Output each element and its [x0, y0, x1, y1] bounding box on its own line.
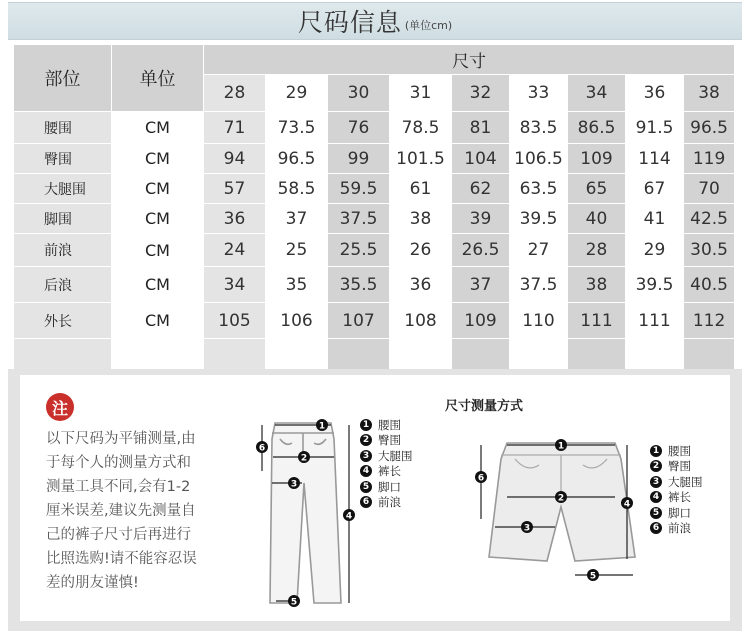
table-cell: 65	[568, 174, 626, 204]
pants-marker-4	[343, 509, 355, 522]
table-cell: 38	[390, 204, 452, 234]
table-cell: 39	[452, 204, 510, 234]
table-cell: 112	[684, 303, 735, 339]
table-cell: 38	[568, 267, 626, 303]
note-line: 测量工具不同,会有1-2	[46, 479, 191, 495]
table-cell: 78.5	[390, 112, 452, 144]
table-cell: 91.5	[626, 112, 684, 144]
table-cell: 62	[452, 174, 510, 204]
table-cell: 111	[626, 303, 684, 339]
number-icon: 3	[650, 476, 662, 488]
row-unit: CM	[112, 303, 204, 339]
table-cell: 57	[204, 174, 266, 204]
table-cell: 106.5	[510, 144, 568, 174]
header-size: 尺寸	[204, 45, 735, 75]
number-icon: 4	[360, 465, 372, 477]
measure-title: 尺寸测量方式	[445, 399, 524, 414]
svg-text:4: 4	[623, 499, 631, 510]
table-cell: 30.5	[684, 234, 735, 267]
table-row	[14, 204, 735, 234]
row-label: 后浪	[14, 267, 112, 303]
table-cell: 109	[452, 303, 510, 339]
row-unit: CM	[112, 174, 204, 204]
legend-label: 大腿围	[378, 448, 413, 463]
legend-label: 大腿围	[668, 474, 703, 489]
number-icon: 3	[360, 450, 372, 462]
empty-cell	[328, 339, 390, 373]
table-cell: 106	[266, 303, 328, 339]
pants-diagram	[242, 413, 372, 615]
table-cell: 109	[568, 144, 626, 174]
table-cell: 36	[390, 267, 452, 303]
table-cell: 76	[328, 112, 390, 144]
table-cell: 37.5	[510, 267, 568, 303]
row-label: 外长	[14, 303, 112, 339]
note-line: 比照选购!请不能容忍误	[46, 551, 197, 567]
number-icon: 4	[650, 491, 662, 503]
svg-text:4: 4	[345, 511, 353, 522]
table-cell: 83.5	[510, 112, 568, 144]
empty-cell	[266, 339, 328, 373]
size-header-cell: 36	[626, 75, 684, 112]
legend-item	[360, 464, 413, 480]
legend-label: 裤长	[668, 490, 691, 505]
table-cell: 110	[510, 303, 568, 339]
table-cell: 86.5	[568, 112, 626, 144]
page-title-unit: (单位cm)	[404, 19, 453, 32]
svg-text:1: 1	[318, 421, 326, 432]
table-cell: 29	[626, 234, 684, 267]
table-row	[14, 267, 735, 303]
legend-label: 前浪	[378, 495, 401, 510]
table-cell: 35	[266, 267, 328, 303]
row-label: 前浪	[14, 234, 112, 267]
number-icon: 5	[360, 481, 372, 493]
number-icon: 1	[650, 445, 662, 457]
shorts-legend	[650, 443, 703, 536]
legend-label: 臀围	[668, 459, 691, 474]
svg-text:5: 5	[589, 571, 597, 582]
page-title: 尺码信息	[297, 8, 402, 37]
size-header-cell: 34	[568, 75, 626, 112]
table-cell: 114	[626, 144, 684, 174]
table-cell: 24	[204, 234, 266, 267]
table-cell: 26.5	[452, 234, 510, 267]
legend-item	[650, 474, 703, 490]
size-header-cell: 32	[452, 75, 510, 112]
empty-cell	[390, 339, 452, 373]
table-cell: 61	[390, 174, 452, 204]
size-header-cell: 29	[266, 75, 328, 112]
table-cell: 108	[390, 303, 452, 339]
table-row	[14, 303, 735, 339]
table-cell: 59.5	[328, 174, 390, 204]
svg-text:3: 3	[523, 523, 531, 534]
legend-item	[360, 448, 413, 464]
note-line: 于每个人的测量方式和	[46, 455, 191, 471]
table-cell: 25	[266, 234, 328, 267]
table-cell: 42.5	[684, 204, 735, 234]
table-cell: 70	[684, 174, 735, 204]
size-header-cell: 38	[684, 75, 735, 112]
table-cell: 101.5	[390, 144, 452, 174]
table-cell: 73.5	[266, 112, 328, 144]
table-cell: 111	[568, 303, 626, 339]
table-cell: 36	[204, 204, 266, 234]
size-header-cell: 30	[328, 75, 390, 112]
shorts-marker-6	[475, 471, 487, 484]
legend-label: 腰围	[378, 417, 401, 432]
table-cell: 25.5	[328, 234, 390, 267]
table-cell: 105	[204, 303, 266, 339]
note-line: 差的朋友谨慎!	[46, 575, 139, 591]
shorts-diagram	[475, 429, 645, 589]
legend-item	[360, 417, 413, 433]
empty-cell	[452, 339, 510, 373]
note-line: 己的裤子尺寸后再进行	[46, 527, 191, 543]
row-unit: CM	[112, 144, 204, 174]
table-cell: 26	[390, 234, 452, 267]
table-cell: 104	[452, 144, 510, 174]
svg-text:2: 2	[557, 493, 565, 504]
table-cell: 37	[452, 267, 510, 303]
table-cell: 99	[328, 144, 390, 174]
row-unit: CM	[112, 112, 204, 144]
table-row	[14, 112, 735, 144]
table-row	[14, 174, 735, 204]
note-line: 以下尺码为平铺测量,由	[46, 431, 196, 447]
legend-label: 臀围	[378, 433, 401, 448]
row-unit: CM	[112, 204, 204, 234]
size-header-cell: 31	[390, 75, 452, 112]
empty-cell	[568, 339, 626, 373]
empty-cell	[14, 339, 112, 373]
note-line: 厘米误差,建议先测量自	[46, 503, 196, 519]
empty-cell	[112, 339, 204, 373]
number-icon: 1	[360, 419, 372, 431]
pants-marker-6	[256, 441, 268, 454]
pants-marker-5	[288, 595, 300, 608]
table-cell: 119	[684, 144, 735, 174]
empty-cell	[684, 339, 735, 373]
table-cell: 41	[626, 204, 684, 234]
table-cell: 39.5	[510, 204, 568, 234]
legend-label: 脚口	[668, 505, 691, 520]
table-row	[14, 144, 735, 174]
legend-item	[650, 521, 703, 537]
legend-label: 腰围	[668, 443, 691, 458]
table-cell: 81	[452, 112, 510, 144]
svg-text:5: 5	[290, 597, 298, 608]
row-unit: CM	[112, 234, 204, 267]
table-cell: 40.5	[684, 267, 735, 303]
legend-item	[360, 479, 413, 495]
size-header-cell: 28	[204, 75, 266, 112]
table-cell: 34	[204, 267, 266, 303]
table-cell: 67	[626, 174, 684, 204]
number-icon: 2	[360, 434, 372, 446]
svg-text:1: 1	[557, 441, 565, 452]
svg-text:6: 6	[258, 443, 266, 454]
empty-cell	[510, 339, 568, 373]
table-cell: 40	[568, 204, 626, 234]
svg-text:3: 3	[290, 479, 298, 490]
empty-cell	[204, 339, 266, 373]
measurement-panel-inner	[20, 375, 730, 621]
shorts-marker-5	[587, 569, 599, 582]
row-label: 臀围	[14, 144, 112, 174]
table-cell: 27	[510, 234, 568, 267]
table-spacer-row	[14, 339, 735, 373]
table-cell: 71	[204, 112, 266, 144]
table-cell: 28	[568, 234, 626, 267]
table-cell: 96.5	[684, 112, 735, 144]
table-cell: 35.5	[328, 267, 390, 303]
legend-label: 前浪	[668, 521, 691, 536]
legend-item	[650, 459, 703, 475]
table-cell: 63.5	[510, 174, 568, 204]
number-icon: 2	[650, 460, 662, 472]
row-label: 腰围	[14, 112, 112, 144]
size-table	[14, 45, 735, 373]
table-cell: 94	[204, 144, 266, 174]
table-cell: 96.5	[266, 144, 328, 174]
svg-text:6: 6	[477, 473, 485, 484]
measurement-panel	[8, 369, 742, 631]
empty-cell	[626, 339, 684, 373]
table-cell: 58.5	[266, 174, 328, 204]
table-cell: 37	[266, 204, 328, 234]
table-row	[14, 234, 735, 267]
svg-text:2: 2	[300, 453, 308, 464]
number-icon: 6	[360, 496, 372, 508]
note-text	[46, 427, 232, 595]
row-unit: CM	[112, 267, 204, 303]
legend-label: 脚口	[378, 479, 401, 494]
note-badge: 注	[46, 393, 74, 421]
legend-item	[650, 505, 703, 521]
row-label: 脚围	[14, 204, 112, 234]
legend-label: 裤长	[378, 464, 401, 479]
table-cell: 37.5	[328, 204, 390, 234]
number-icon: 6	[650, 522, 662, 534]
legend-item	[650, 490, 703, 506]
header-unit: 单位	[112, 45, 204, 112]
size-header-cell: 33	[510, 75, 568, 112]
pants-legend	[360, 417, 413, 510]
legend-item	[360, 433, 413, 449]
header-part: 部位	[14, 45, 112, 112]
title-banner	[8, 2, 742, 40]
number-icon: 5	[650, 507, 662, 519]
legend-item	[650, 443, 703, 459]
table-cell: 107	[328, 303, 390, 339]
table-cell: 39.5	[626, 267, 684, 303]
legend-item	[360, 495, 413, 511]
row-label: 大腿围	[14, 174, 112, 204]
